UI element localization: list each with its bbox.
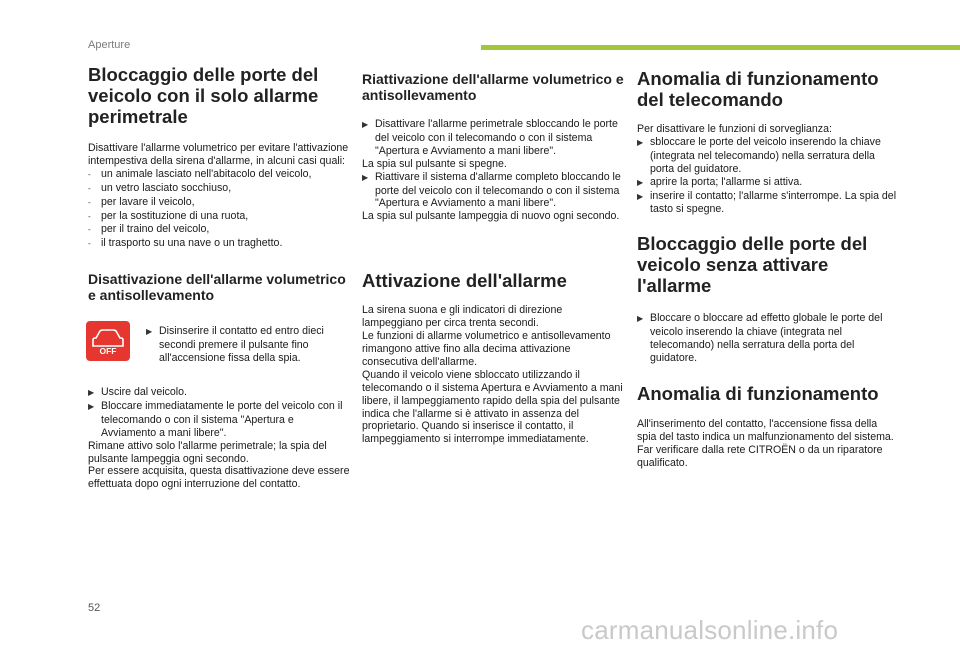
alarm-off-button-icon (86, 321, 130, 361)
heading-anomalia: Anomalia di funzionamento (637, 382, 879, 404)
attivazione-paragraph: La sirena suona e gli indicatori di direzione lampeggiano per circa trenta secondi. Le funzioni di allarme volumetrico e antisollevamento rimangono attive fino alla decima attivazione consecutiva dell'allarme. Quando il veicolo viene sbloccato utilizzando il telecomando o il sistema Apertura e Avviamento a mani libere, il lampeggiamento rapido della spia del pulsante indica che l'allarme si è attivato in assenza del proprietario. Quando si inserisce il contatto, il lampeggiamento si interrompe immediatamente. (362, 304, 623, 446)
list-item: ▶ Disattivare l'allarme perimetrale sbloccando le porte del veicolo con il telecomando o con il sistema "Apertura e Avviamento a mani libere". (362, 118, 618, 157)
off-step-text: ▶ Disinserire il contatto ed entro dieci secondi premere il pulsante fino all'accensione fissa della spia. (146, 325, 324, 365)
heading-disattivazione: Disattivazione dell'allarme volumetrico e antisollevamento (88, 271, 346, 304)
anomalia-paragraph: All'inserimento del contatto, l'accensione fissa della spia del tasto indica un malfunzionamento del sistema. Far verificare dalla rete CITROËN o da un riparatore qualificato. (637, 417, 894, 469)
section-accent-bar (481, 45, 960, 50)
section-label: Aperture (88, 39, 131, 51)
heading-attivazione: Attivazione dell'allarme (362, 270, 567, 292)
list-item: ▶ Bloccare immediatamente le porte del veicolo con il telecomando o con il sistema "Apertura e Avviamento a mani libere". (88, 399, 343, 439)
intro-paragraph: Disattivare l'allarme volumetrico per evitare l'attivazione intempestiva della sirena d'allarme, in alcuni casi quali: (88, 142, 349, 167)
intro-text: Per disattivare le funzioni di sorveglianza: (637, 123, 832, 135)
heading-riattivazione: Riattivazione dell'allarme volumetrico e antisollevamento (362, 71, 624, 103)
list-item: - un vetro lasciato socchiuso, (88, 181, 232, 194)
watermark: carmanualsonline.info (581, 615, 839, 645)
list-item: - per il traino del veicolo, (88, 223, 210, 236)
heading-anomalia-telecomando: Anomalia di funzionamento del telecomando (637, 68, 879, 110)
page-number: 52 (88, 602, 101, 614)
svg-text:OFF: OFF (99, 346, 117, 357)
steps-list (88, 386, 350, 440)
column-right (637, 68, 899, 470)
list-item: - un animale lasciato nell'abitacolo del veicolo, (88, 167, 312, 180)
list-item: ▶ inserire il contatto; l'allarme s'interrompe. La spia del tasto si spegne. (637, 189, 897, 216)
note-text: La spia sul pulsante si spegne. (362, 157, 507, 170)
list-item: - il trasporto su una nave o un traghetto. (88, 237, 283, 250)
off-button-step (88, 325, 350, 365)
list-item: ▶ aprire la porta; l'allarme si attiva. (637, 175, 803, 188)
cases-list (88, 168, 350, 251)
column-middle (362, 71, 624, 446)
outro-paragraph: Rimane attivo solo l'allarme perimetrale; la spia del pulsante lampeggia ogni secondo. Per essere acquisita, questa disattivazione deve essere effettuata dopo ogni interruzione del contatto. (88, 439, 350, 491)
heading-bloccaggio-senza-allarme: Bloccaggio delle porte del veicolo senza attivare l'allarme (637, 233, 868, 297)
list-item: ▶ Uscire dal veicolo. (88, 385, 187, 398)
note-text: La spia sul pulsante lampeggia di nuovo ogni secondo. (362, 210, 620, 223)
column-left (88, 64, 350, 491)
list-item: ▶ Bloccare o bloccare ad effetto globale le porte del veicolo inserendo la chiave (integrata nel telecomando) nella serratura della porta del guidatore. (637, 312, 883, 365)
heading-bloccaggio-perimetrale: Bloccaggio delle porte del veicolo con il solo allarme perimetrale (88, 64, 319, 127)
list-item: ▶ Riattivare il sistema d'allarme completo bloccando le porte del veicolo con il telecomando o con il sistema "Apertura e Avviamento a mani libere". (362, 170, 621, 210)
list-item: - per la sostituzione di una ruota, (88, 209, 249, 222)
list-item: ▶ sbloccare le porte del veicolo inserendo la chiave (integrata nel telecomando) nella serratura della porta del guidatore. (637, 135, 881, 175)
list-item: - per lavare il veicolo, (88, 195, 195, 208)
